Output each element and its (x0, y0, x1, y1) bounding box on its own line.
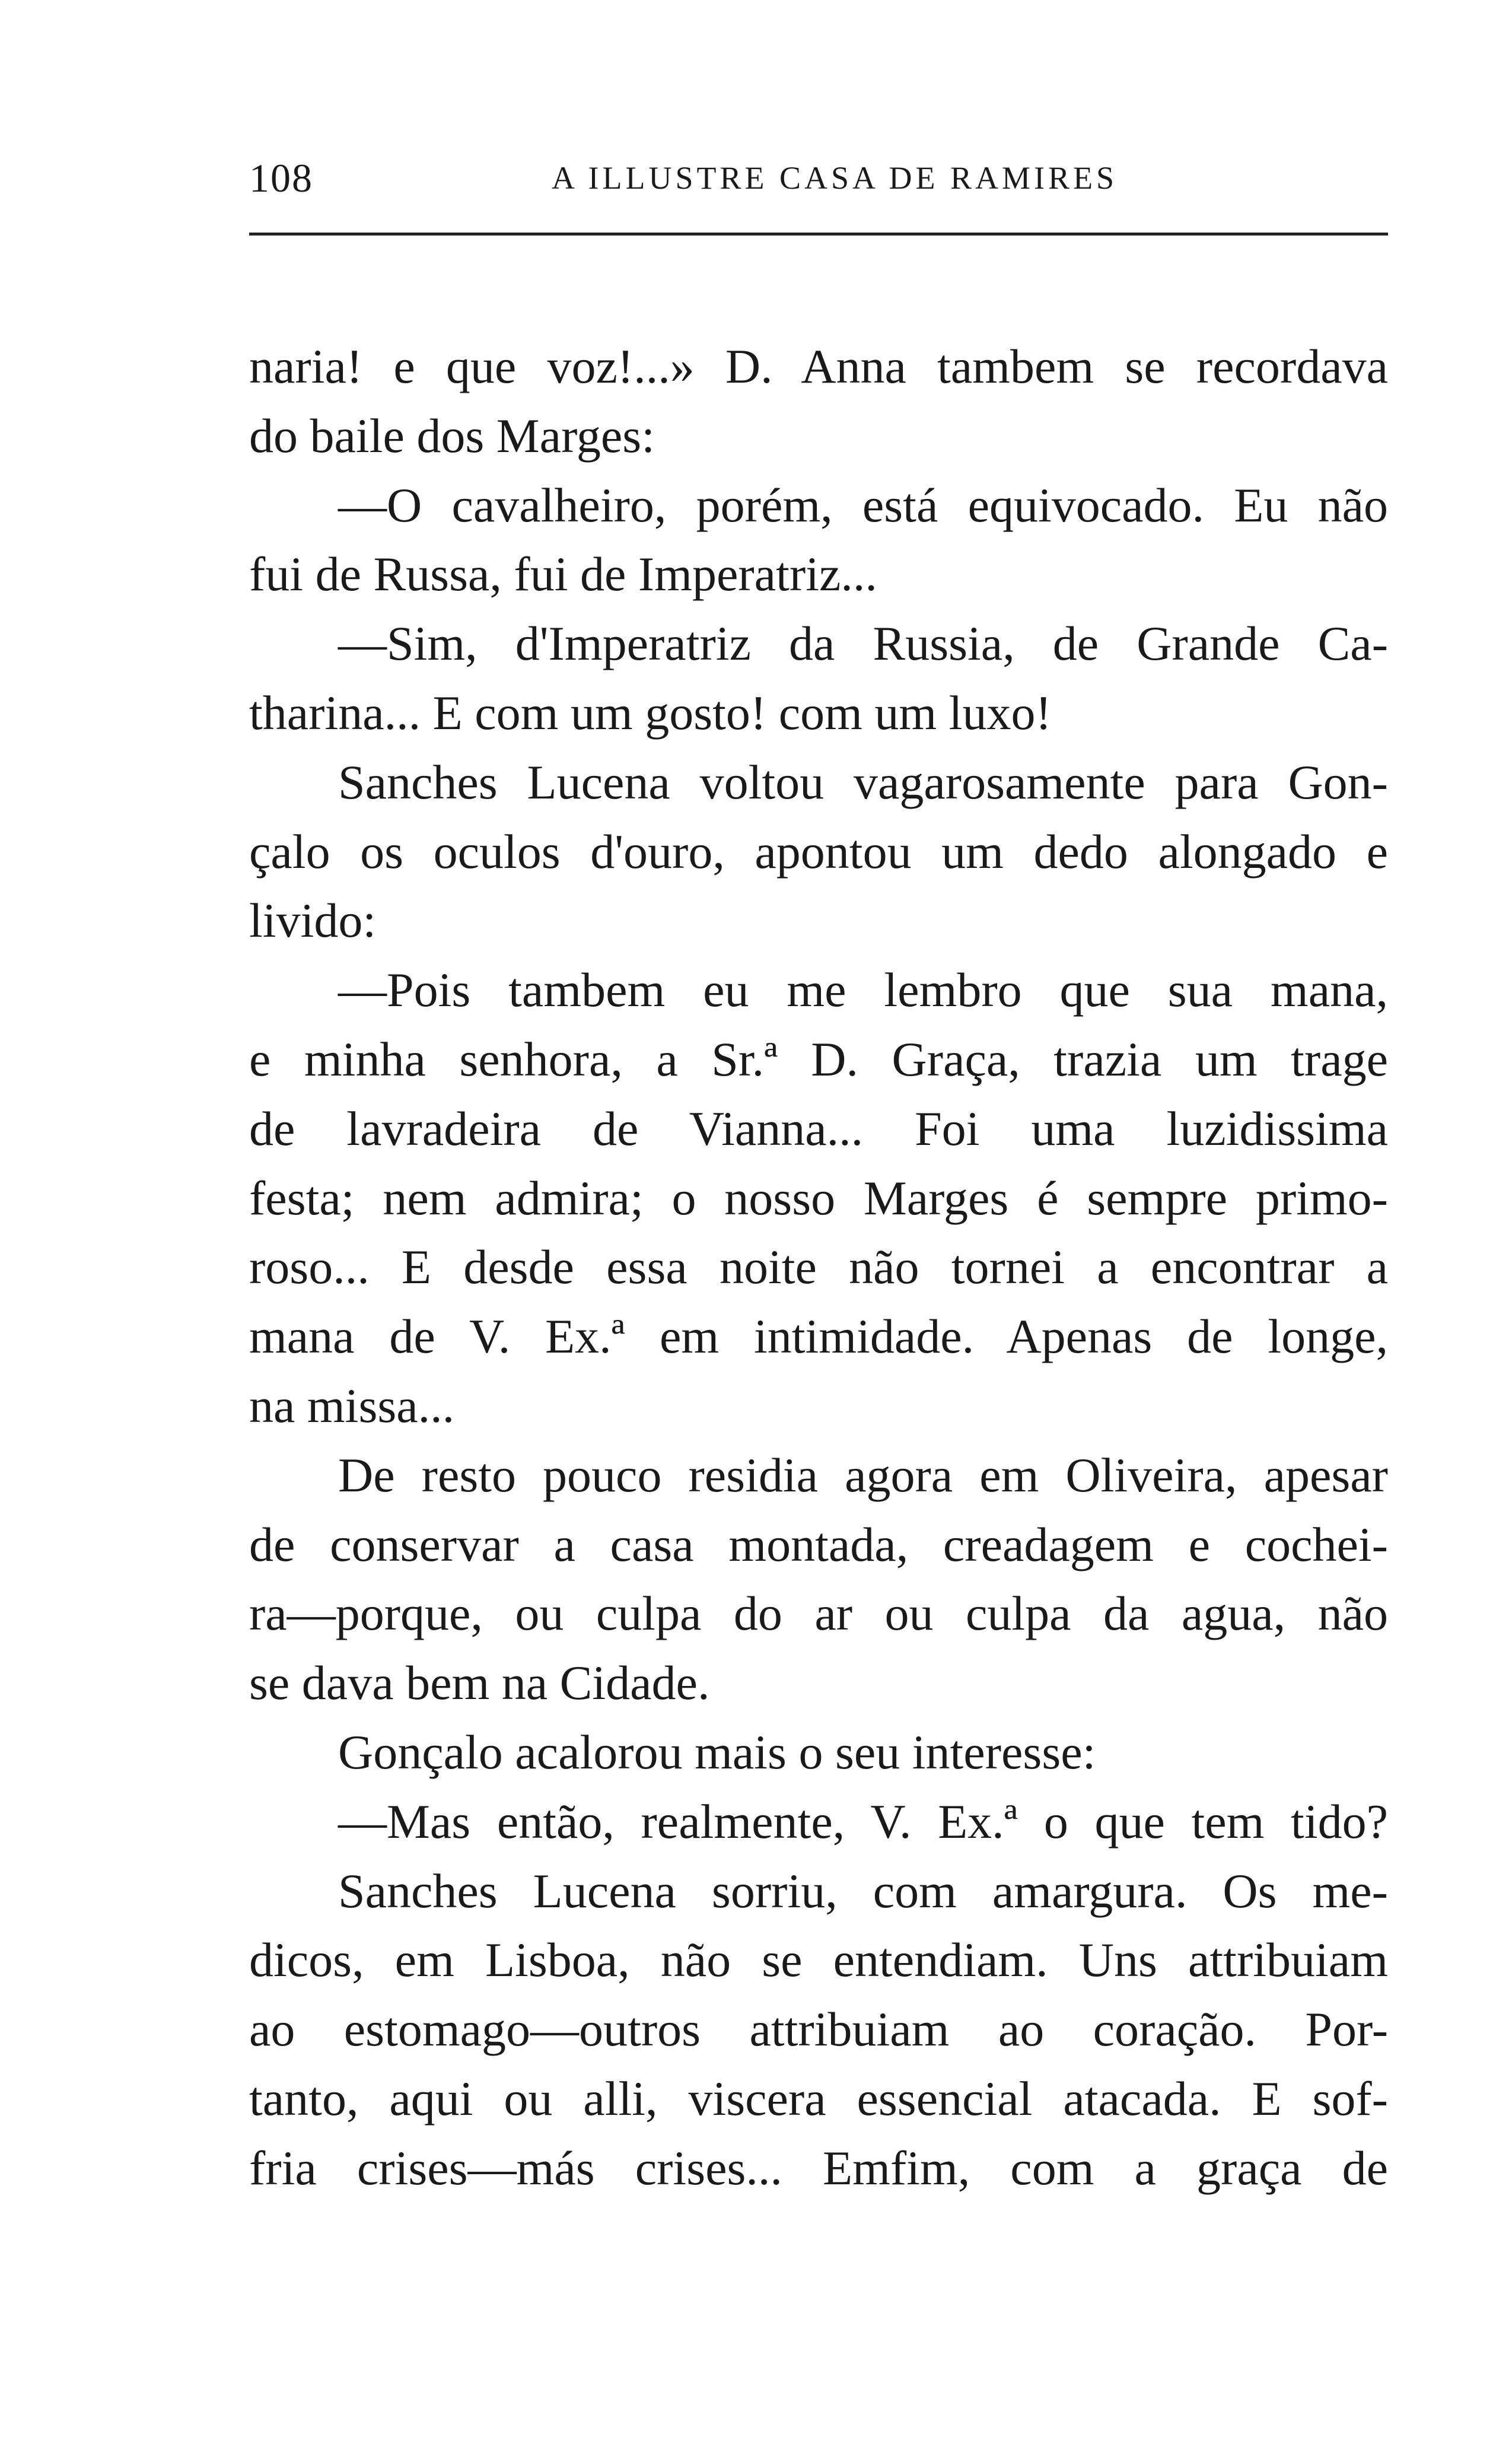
text-line: —Mas então, realmente, V. Ex.ª o que tem tido? (338, 1794, 1388, 1849)
text-line: fui de Russa, fui de Imperatriz... (249, 547, 877, 602)
text-line: De resto pouco residia agora em Oliveira, apesar (338, 1447, 1388, 1502)
text-line: —Pois tambem eu me lembro que sua mana, (338, 963, 1388, 1017)
text-line: do baile dos Marges: (249, 408, 655, 463)
text-line: mana de V. Ex.ª em intimidade. Apenas de longe, (249, 1309, 1388, 1364)
text-line: Sanches Lucena sorriu, com amargura. Os me- (338, 1863, 1388, 1918)
text-line: na missa... (249, 1378, 455, 1433)
text-line: livido: (249, 893, 377, 948)
text-line: roso... E desde essa noite não tornei a encontrar a (249, 1240, 1388, 1294)
page-header (249, 148, 1388, 214)
text-line: çalo os oculos d'ouro, apontou um dedo alongado e (249, 824, 1388, 879)
text-line: fria crises—más crises... Emfim, com a graça de (249, 2140, 1388, 2195)
text-line: dicos, em Lisboa, não se entendiam. Uns attribuiam (249, 1933, 1388, 1987)
text-line: —O cavalheiro, porém, está equivocado. Eu não (338, 478, 1388, 532)
running-title: A ILLUSTRE CASA DE RAMIRES (552, 160, 1118, 196)
text-line: festa; nem admira; o nosso Marges é sempre primo- (249, 1170, 1388, 1225)
header-rule (249, 233, 1388, 236)
body-text (249, 332, 1388, 2203)
text-line: de conservar a casa montada, creadagem e cochei- (249, 1517, 1388, 1571)
text-line: ao estomago—outros attribuiam ao coração. Por- (249, 2002, 1388, 2057)
page-number: 108 (249, 155, 313, 201)
text-line: de lavradeira de Vianna... Foi uma luzidissima (249, 1101, 1388, 1156)
text-line: naria! e que voz!...» D. Anna tambem se recordava (249, 339, 1388, 393)
text-line: se dava bem na Cidade. (249, 1656, 710, 1710)
text-line: —Sim, d'Imperatriz da Russia, de Grande Ca- (338, 616, 1388, 671)
text-line: Sanches Lucena voltou vagarosamente para Gon- (338, 755, 1388, 809)
text-line: tharina... E com um gosto! com um luxo! (249, 685, 1052, 740)
text-line: ra—porque, ou culpa do ar ou culpa da agua, não (249, 1586, 1388, 1641)
text-line: Gonçalo acalorou mais o seu interesse: (338, 1725, 1096, 1779)
text-line: e minha senhora, a Sr.ª D. Graça, trazia um trage (249, 1032, 1388, 1086)
text-line: tanto, aqui ou alli, viscera essencial atacada. E sof- (249, 2071, 1388, 2126)
